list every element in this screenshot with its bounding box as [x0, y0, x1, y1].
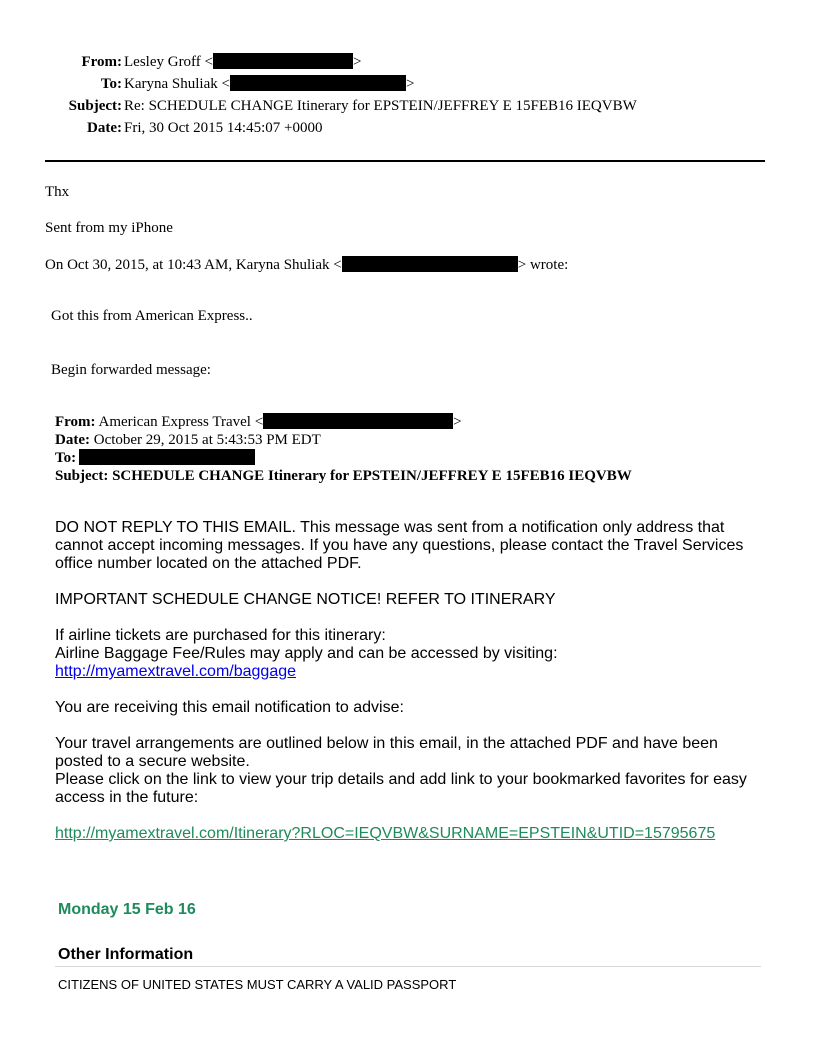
redaction-bar [213, 53, 353, 69]
notice-line: Your travel arrangements are outlined below in this email, in the attached PDF and have been [55, 735, 718, 752]
header-divider [45, 160, 765, 162]
fwd-date-row [55, 431, 321, 449]
fwd-to-label: To: [55, 450, 77, 466]
notice-do-not-reply [55, 519, 743, 573]
itinerary-date-heading: Monday 15 Feb 16 [58, 901, 196, 918]
notice-line: Airline Baggage Fee/Rules may apply and can be accessed by visiting: [55, 645, 558, 662]
wrote-suffix: > wrote: [517, 257, 569, 273]
redaction-bar [263, 413, 453, 429]
redaction-bar [79, 449, 255, 465]
header-date-row [0, 118, 816, 138]
fwd-from-label: From: [55, 414, 96, 430]
notice-arrangements [55, 735, 747, 807]
header-to-label: To: [100, 76, 122, 92]
itinerary-link-row [55, 825, 715, 843]
redaction-bar [230, 75, 406, 91]
header-subject-row [0, 96, 816, 116]
header-to-row [0, 74, 816, 94]
fwd-to-row [55, 449, 255, 467]
notice-line: If airline tickets are purchased for this itinerary: [55, 627, 386, 644]
header-subject-value: Re: SCHEDULE CHANGE Itinerary for EPSTEIN/JEFFREY E 15FEB16 IEQVBW [124, 98, 637, 114]
baggage-link[interactable]: http://myamextravel.com/baggage [55, 663, 297, 680]
header-from-value [124, 52, 361, 72]
fwd-date-label: Date: [55, 432, 90, 448]
fwd-subject-label: Subject: [55, 468, 109, 484]
other-info-divider [55, 966, 761, 967]
other-info-heading: Other Information [58, 946, 194, 963]
reply-sent-from: Sent from my iPhone [45, 220, 173, 236]
header-subject-label: Subject: [68, 98, 122, 114]
header-date-label: Date: [87, 120, 122, 136]
notice-line: cannot accept incoming messages. If you have any questions, please contact the Travel Services [55, 537, 744, 554]
header-to-close: > [405, 76, 415, 92]
header-from-label: From: [81, 54, 122, 70]
itinerary-link[interactable]: http://myamextravel.com/Itinerary?RLOC=IEQVBW&SURNAME=EPSTEIN&UTID=15795675 [55, 825, 716, 842]
notice-line: office number located on the attached PDF. [55, 555, 362, 572]
header-from-row [0, 52, 816, 72]
header-from-close: > [353, 54, 362, 70]
reply-begin-forwarded: Begin forwarded message: [51, 362, 211, 378]
notice-important: IMPORTANT SCHEDULE CHANGE NOTICE! REFER TO ITINERARY [55, 591, 556, 608]
notice-baggage [55, 627, 558, 681]
reply-thx: Thx [45, 184, 70, 200]
reply-got-this: Got this from American Express.. [51, 308, 253, 324]
notice-line: posted to a secure website. [55, 753, 250, 770]
passport-note: CITIZENS OF UNITED STATES MUST CARRY A VALID PASSPORT [58, 977, 457, 992]
fwd-from-row [55, 413, 462, 431]
wrote-prefix: On Oct 30, 2015, at 10:43 AM, Karyna Shuliak < [45, 257, 342, 273]
header-date-value: Fri, 30 Oct 2015 14:45:07 +0000 [124, 120, 323, 136]
fwd-subject-row [55, 467, 632, 485]
header-from-name: Lesley Groff < [124, 54, 213, 70]
redaction-bar [342, 256, 518, 272]
reply-wrote-line [45, 256, 568, 274]
fwd-date-value: October 29, 2015 at 5:43:53 PM EDT [93, 432, 321, 448]
notice-line: access in the future: [55, 789, 199, 806]
notice-receiving: You are receiving this email notification to advise: [55, 699, 404, 716]
notice-line: Please click on the link to view your trip details and add link to your bookmarked favorites for easy [55, 771, 747, 788]
header-to-value [124, 74, 414, 94]
fwd-subject-value: SCHEDULE CHANGE Itinerary for EPSTEIN/JEFFREY E 15FEB16 IEQVBW [112, 468, 632, 484]
header-to-name: Karyna Shuliak < [124, 76, 230, 92]
notice-line: DO NOT REPLY TO THIS EMAIL. This message was sent from a notification only address that [55, 519, 725, 536]
fwd-from-close: > [453, 414, 462, 430]
fwd-from-name: American Express Travel < [98, 414, 264, 430]
